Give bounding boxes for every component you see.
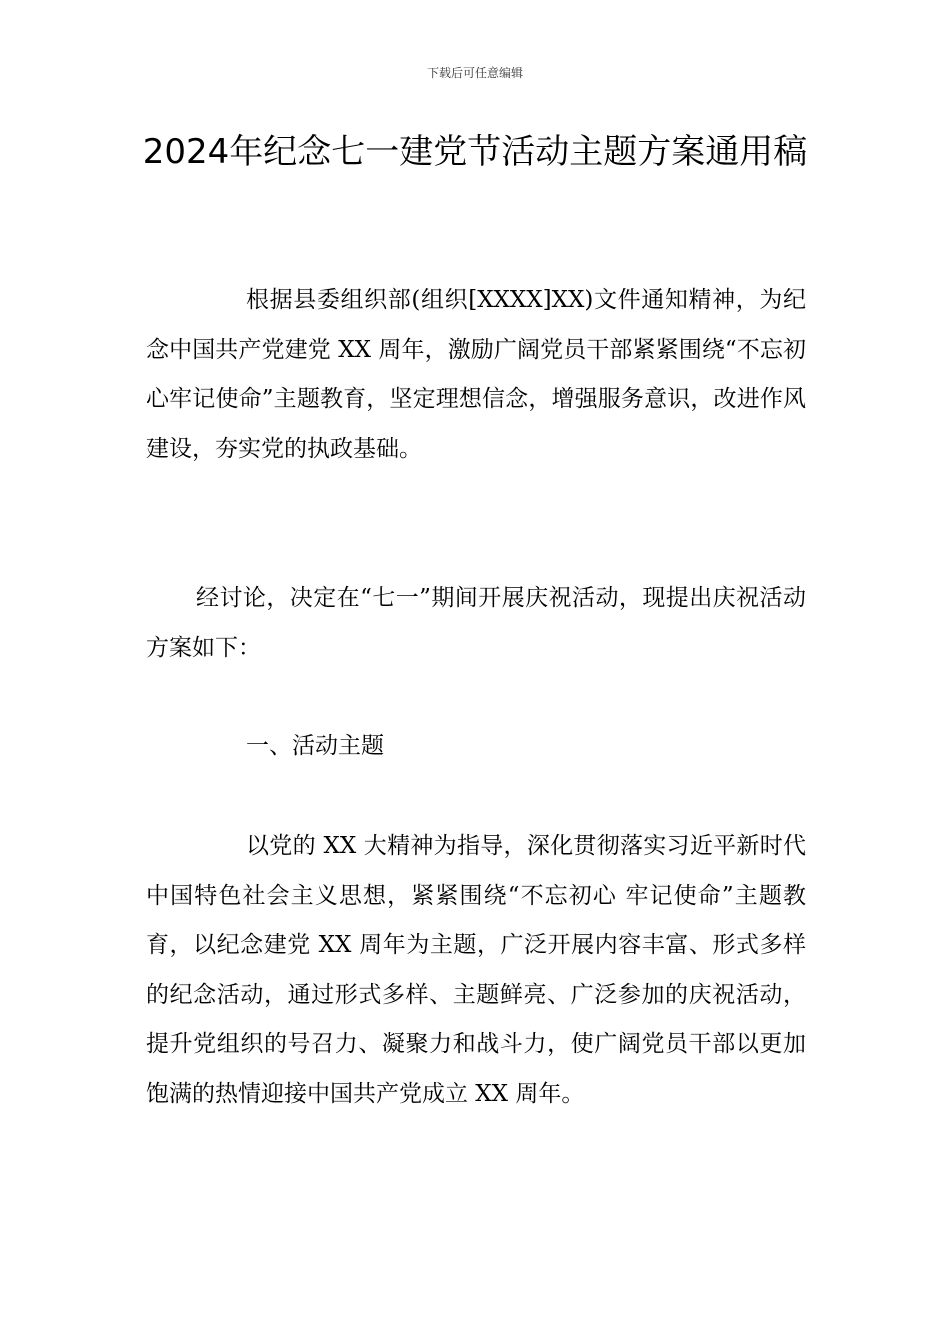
document-title: 2024年纪念七一建党节活动主题方案通用稿 <box>142 132 808 172</box>
discussion-paragraph: 经讨论，决定在“七一”期间开展庆祝活动，现提出庆祝活动方案如下： <box>146 585 806 661</box>
intro-paragraph: 根据县委组织部(组织[XXXX]XX)文件通知精神，为纪念中国共产党建党 XX 周年，激励广阔党员干部紧紧围绕“不忘初心牢记使命”主题教育，坚定理想信念，增强服务意识，改进作风建设，夯实党的执政基础。 <box>146 287 806 462</box>
activity-theme-paragraph: 以党的 XX 大精神为指导，深化贯彻落实习近平新时代中国特色社会主义思想，紧紧围绕“不忘初心 牢记使命”主题教育，以纪念建党 XX 周年为主题，广泛开展内容丰富、形式多样的纪念活动，通过形式多样、主题鲜亮、广泛参加的庆祝活动，提升党组织的号召力、凝聚力和战斗力，使广阔党员干部以更加饱满的热情迎接中国共产党成立 XX 周年。 <box>146 833 806 1107</box>
header-note: 下载后可任意编辑 <box>426 66 523 80</box>
section-heading-activity-theme: 一、活动主题 <box>246 733 384 759</box>
